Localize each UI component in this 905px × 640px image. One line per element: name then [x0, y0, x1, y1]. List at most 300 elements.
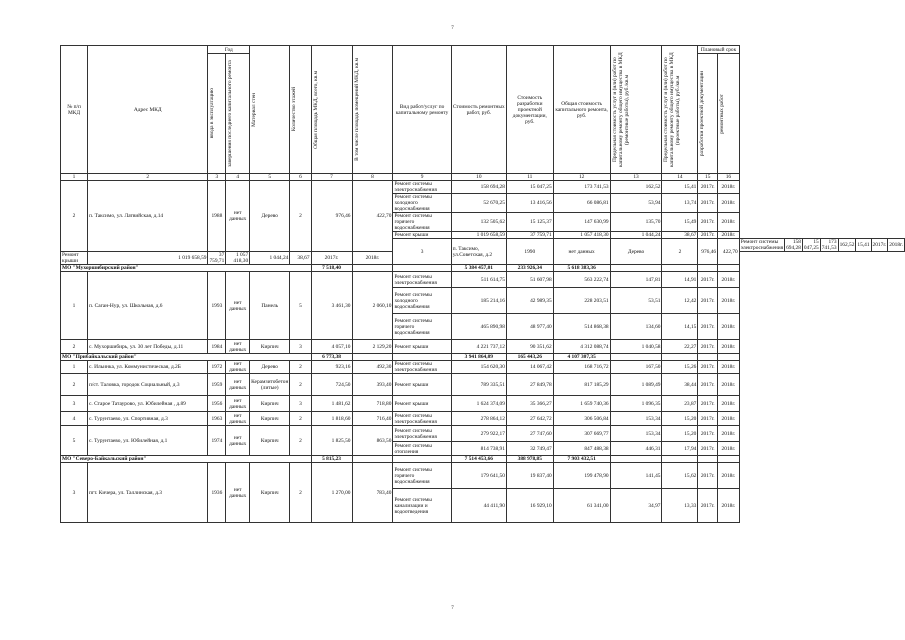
floor-count: 2 [662, 239, 698, 265]
subtotal-cost-works: 7 514 453,66 [451, 456, 506, 463]
empty-cell [393, 456, 451, 463]
term-works: 2018г. [352, 252, 393, 265]
term-works: 2018г. [718, 288, 740, 314]
term-design: 2017г. [698, 232, 718, 239]
work-type: Ремонт системы отопления [393, 442, 451, 456]
term-design: 2017г. [311, 252, 352, 265]
unit-cost-design: 17,94 [662, 442, 698, 456]
table-row [61, 272, 905, 288]
cost-works: 158 694,28 [786, 239, 801, 251]
cost-design: 27 849,78 [506, 374, 553, 396]
table-row [61, 463, 905, 489]
term-design: 2017г. [698, 213, 718, 232]
term-design: 2017г. [871, 239, 888, 252]
unit-cost-design: 13,33 [662, 489, 698, 523]
empty-cell [662, 354, 698, 361]
subtotal-cost-design: 388 978,85 [506, 456, 553, 463]
year-last-repair: нет данных [553, 239, 610, 265]
area-premises: 863,50 [352, 426, 393, 456]
empty-cell [393, 265, 451, 272]
empty-cell [698, 456, 718, 463]
header-unit-cost-design: Предельная стоимость услуг и (или) работ по капитальному ремонту общего имущества в МКД (проектные работы), руб./кв.м [663, 52, 682, 167]
term-design: 2017г. [698, 340, 718, 354]
year-last-repair: нет данных [226, 412, 250, 426]
building-address: п. Таксимо, ул. Латвийская, д.14 [88, 181, 208, 252]
floor-count: 2 [290, 426, 311, 456]
unit-cost-design: 12,42 [662, 288, 698, 314]
wall-material: Кирпич [250, 412, 290, 426]
area-premises: 2 060,10 [352, 272, 393, 340]
cost-total: 4 312 088,74 [553, 340, 610, 354]
cost-works: 44 411,90 [451, 489, 506, 523]
empty-cell [352, 265, 393, 272]
work-type: Ремонт системы электроснабжения [393, 412, 451, 426]
work-type: Ремонт системы горячего водоснабжения [393, 314, 451, 340]
cost-total: 847 488,38 [553, 442, 610, 456]
building-address: п. Саган-Нур, ул. Школьная, д.6 [88, 272, 208, 340]
column-number: 8 [352, 174, 393, 181]
unit-cost-works: 1 044,24 [250, 252, 290, 265]
unit-cost-works: 153,34 [610, 412, 662, 426]
table-row [61, 340, 905, 354]
area-total: 1 825,50 [311, 426, 352, 456]
term-works: 2018г. [718, 463, 740, 489]
column-number: 12 [553, 174, 610, 181]
term-design: 2017г. [698, 463, 718, 489]
column-number: 9 [393, 174, 451, 181]
term-works: 2018г. [718, 194, 740, 213]
header-floors: Количество этажей [291, 87, 298, 132]
building-address: п. Таксимо, ул.Советская, д.2 [451, 239, 506, 265]
unit-cost-design: 15,62 [662, 463, 698, 489]
unit-cost-works: 34,97 [610, 489, 662, 523]
subtotal-area: 5 815,23 [311, 456, 352, 463]
area-premises: 716,40 [352, 412, 393, 426]
empty-cell [698, 354, 718, 361]
term-design: 2017г. [698, 194, 718, 213]
cost-works: 279 922,17 [451, 426, 506, 442]
work-type: Ремонт системы холодного водоснабжения [393, 288, 451, 314]
term-works: 2018г. [718, 213, 740, 232]
term-works: 2018г. [718, 489, 740, 523]
column-number: 14 [662, 174, 698, 181]
header-no: № п/п МКД [61, 46, 88, 174]
cost-design: 13 416,56 [506, 194, 553, 213]
municipality-subtotal-row [61, 456, 905, 463]
cost-design: 27 747,60 [506, 426, 553, 442]
work-type: Ремонт системы горячего водоснабжения [393, 213, 451, 232]
empty-cell [610, 265, 662, 272]
work-type: Ремонт системы электроснабжения [393, 272, 451, 288]
unit-cost-works: 135,70 [610, 213, 662, 232]
cost-design: 15 125,37 [506, 213, 553, 232]
unit-cost-design: 22,27 [662, 340, 698, 354]
column-number: 2 [88, 174, 208, 181]
year-built: 1974 [208, 426, 226, 456]
area-total: 1 270,00 [311, 463, 352, 523]
term-works: 2018г. [718, 361, 740, 374]
work-type: Ремонт крыши [393, 340, 451, 354]
table-row [61, 396, 905, 412]
term-design: 2017г. [698, 374, 718, 396]
building-address: с. Турунтаево, ул. Спортивная, д.3 [88, 412, 208, 426]
cost-total: 66 086,81 [553, 194, 610, 213]
unit-cost-design: 38,44 [662, 374, 698, 396]
cost-total: 1 057 418,30 [226, 252, 250, 265]
header-area-premises: В том числе площадь помещений МКД, кв.м [353, 58, 360, 161]
header-year-built: ввода в эксплуатацию [209, 88, 216, 139]
unit-cost-design: 38,67 [662, 232, 698, 239]
subtotal-cost-total: 4 107 307,35 [553, 354, 610, 361]
building-address: пгт. Кичера, ул. Таллинская, д.3 [88, 463, 208, 523]
cost-total: 306 506,84 [553, 412, 610, 426]
table-body [61, 181, 905, 523]
cost-total: 173 741,53 [553, 181, 610, 194]
term-works: 2018г. [718, 426, 740, 442]
term-works: 2018г. [718, 181, 740, 194]
term-works: 2018г. [718, 232, 740, 239]
empty-cell [698, 265, 718, 272]
building-address: с. Ильинка, ул. Коммунистическая, д.2Б [88, 361, 208, 374]
floor-count: 5 [290, 272, 311, 340]
year-built: 1988 [208, 181, 226, 252]
area-premises: 783,40 [352, 463, 393, 523]
column-number: 5 [250, 174, 290, 181]
year-built: 1936 [208, 463, 226, 523]
area-total: 3 461,30 [311, 272, 352, 340]
table-row [61, 426, 905, 442]
cost-design: 19 837,40 [506, 463, 553, 489]
empty-cell [352, 456, 393, 463]
year-built: 1956 [208, 396, 226, 412]
work-type: Ремонт крыши [393, 374, 451, 396]
subtotal-area: 6 773,38 [311, 354, 352, 361]
unit-cost-works: 153,34 [610, 426, 662, 442]
capital-repair-table-sheet [60, 45, 905, 523]
cost-design: 37 759,71 [506, 232, 553, 239]
cost-works: 465 890,98 [451, 314, 506, 340]
unit-cost-works: 162,52 [610, 181, 662, 194]
term-works: 2018г. [888, 239, 905, 252]
column-number: 1 [61, 174, 88, 181]
municipality-subtotal-row [61, 265, 905, 272]
header-term-design: разработки проектной документации [699, 70, 706, 157]
cost-works: 52 670,25 [451, 194, 506, 213]
cost-works: 154 620,30 [451, 361, 506, 374]
unit-cost-design: 15,20 [662, 412, 698, 426]
header-work-type: Вид работ/услуг по капитальному ремонту [393, 46, 451, 174]
cost-design: 15 047,25 [803, 239, 819, 251]
area-premises: 718,80 [352, 396, 393, 412]
term-design: 2017г. [698, 426, 718, 442]
unit-cost-design: 14,15 [662, 314, 698, 340]
wall-material: Дерево [250, 361, 290, 374]
unit-cost-works: 1 044,24 [610, 232, 662, 239]
unit-cost-works: 1 040,58 [610, 340, 662, 354]
cost-works: 814 738,91 [451, 442, 506, 456]
year-last-repair: нет данных [226, 181, 250, 252]
year-built: 1990 [506, 239, 553, 265]
unit-cost-design: 14,91 [662, 272, 698, 288]
year-built: 1972 [208, 361, 226, 374]
column-number: 6 [290, 174, 311, 181]
subtotal-cost-total: 5 618 383,36 [553, 265, 610, 272]
area-total: 976,46 [698, 239, 718, 265]
work-type: Ремонт системы электроснабжения [393, 181, 451, 194]
cost-design: 14 067,42 [506, 361, 553, 374]
unit-cost-works: 53,51 [610, 288, 662, 314]
cost-works: 1 019 658,59 [451, 232, 506, 239]
building-address: с. Старое Татаурово, ул. Юбилейная , д.89 [88, 396, 208, 412]
wall-material: Керамзитобетон (литые) [250, 374, 290, 396]
cost-total: 147 630,99 [553, 213, 610, 232]
building-number: 2 [61, 374, 88, 396]
wall-material: Дерево [610, 239, 662, 265]
empty-cell [610, 456, 662, 463]
building-number: 3 [393, 239, 451, 265]
floor-count: 2 [290, 463, 311, 523]
unit-cost-works: 134,60 [610, 314, 662, 340]
building-address: с. Мухоршибирь, ул. 30 лет Победы, д.11 [88, 340, 208, 354]
unit-cost-design: 15,49 [662, 213, 698, 232]
term-works: 2018г. [718, 374, 740, 396]
building-address: с. Турунтаево, ул. Юбилейная, д.1 [88, 426, 208, 456]
year-last-repair: нет данных [226, 426, 250, 456]
header-area-total: Общая площадь МКД, всего, кв.м [312, 70, 319, 149]
year-built: 1984 [208, 340, 226, 354]
cost-total: 1 057 418,30 [553, 232, 610, 239]
unit-cost-works: 446,31 [610, 442, 662, 456]
wall-material: Дерево [250, 181, 290, 252]
term-design: 2017г. [698, 288, 718, 314]
term-works: 2018г. [718, 314, 740, 340]
cost-total: 228 203,51 [553, 288, 610, 314]
header-cost-works: Стоимость ремонтных работ, руб. [451, 46, 506, 174]
unit-cost-design: 15,26 [662, 361, 698, 374]
floor-count: 2 [290, 181, 311, 252]
area-premises: 2 129,20 [352, 340, 393, 354]
page-number-bottom: 7 [451, 606, 454, 611]
empty-cell [718, 354, 740, 361]
unit-cost-design: 38,67 [290, 252, 311, 265]
cost-works: 1 624 374,09 [451, 396, 506, 412]
year-last-repair: нет данных [226, 272, 250, 340]
page-number-top: 7 [451, 26, 454, 31]
table-row [61, 361, 905, 374]
area-premises: 393,40 [352, 374, 393, 396]
header-unit-cost-works: Предельная стоимость услуг и (или) работ по капитальному ремонту общего имущества в МКД (ремонтные работы), руб./кв.м [611, 52, 630, 167]
cost-total: 61 341,00 [553, 489, 610, 523]
cost-works: 158 694,28 [451, 181, 506, 194]
unit-cost-works: 1 096,35 [610, 396, 662, 412]
cost-total: 563 222,74 [553, 272, 610, 288]
cost-works: 132 505,62 [451, 213, 506, 232]
column-number: 3 [208, 174, 226, 181]
unit-cost-works: 147,81 [610, 272, 662, 288]
municipality-subtotal-row [61, 354, 905, 361]
cost-total: 1 659 740,36 [553, 396, 610, 412]
year-last-repair: нет данных [226, 374, 250, 396]
cost-design: 35 366,27 [506, 396, 553, 412]
header-address: Адрес МКД [88, 46, 208, 174]
subtotal-cost-design: 165 443,26 [506, 354, 553, 361]
table-row [61, 374, 905, 396]
column-number-row [61, 174, 905, 181]
work-type: Ремонт крыши [61, 252, 88, 265]
cost-total: 173 741,53 [821, 239, 837, 251]
term-works: 2018г. [718, 442, 740, 456]
municipality-name: МО "Прибайкальский район" [61, 354, 312, 361]
floor-count: 2 [290, 374, 311, 396]
subtotal-cost-works: 5 384 457,01 [451, 265, 506, 272]
unit-cost-design: 15,20 [662, 426, 698, 442]
building-number: 4 [61, 412, 88, 426]
cost-total: 307 669,77 [553, 426, 610, 442]
cost-design: 48 977,40 [506, 314, 553, 340]
cost-works: 278 864,12 [451, 412, 506, 426]
cost-total: 514 868,38 [553, 314, 610, 340]
cost-design: 51 607,98 [506, 272, 553, 288]
cost-total: 199 478,90 [553, 463, 610, 489]
cost-design: 37 759,71 [209, 252, 225, 264]
term-design: 2017г. [698, 412, 718, 426]
capital-repair-table [60, 45, 905, 523]
work-type: Ремонт крыши [393, 396, 451, 412]
unit-cost-works: 162,52 [838, 239, 856, 252]
term-design: 2017г. [698, 272, 718, 288]
building-number: 5 [61, 426, 88, 456]
empty-cell [352, 354, 393, 361]
building-number: 2 [61, 340, 88, 354]
wall-material: Кирпич [250, 340, 290, 354]
term-works: 2018г. [718, 340, 740, 354]
cost-total: 817 185,29 [553, 374, 610, 396]
work-type: Ремонт системы электроснабжения [393, 361, 451, 374]
cost-works: 185 214,16 [451, 288, 506, 314]
floor-count: 2 [290, 412, 311, 426]
building-number: 1 [61, 361, 88, 374]
municipality-name: МО "Северо-Байкальский район" [61, 456, 312, 463]
area-total: 1 818,60 [311, 412, 352, 426]
column-number: 11 [506, 174, 553, 181]
year-last-repair: нет данных [226, 463, 250, 523]
cost-design: 32 749,47 [506, 442, 553, 456]
year-built: 1959 [208, 374, 226, 396]
year-last-repair: нет данных [226, 340, 250, 354]
subtotal-area: 7 518,40 [311, 265, 352, 272]
area-total: 923,16 [311, 361, 352, 374]
unit-cost-design: 13,74 [662, 194, 698, 213]
column-number: 10 [451, 174, 506, 181]
cost-total: 168 716,72 [553, 361, 610, 374]
floor-count: 2 [290, 361, 311, 374]
term-design: 2017г. [698, 181, 718, 194]
term-design: 2017г. [698, 314, 718, 340]
area-total: 976,46 [311, 181, 352, 252]
building-number: 2 [61, 181, 88, 252]
cost-works: 179 641,50 [451, 463, 506, 489]
column-number: 4 [226, 174, 250, 181]
work-type: Ремонт системы электроснабжения [393, 426, 451, 442]
area-total: 4 057,10 [311, 340, 352, 354]
empty-cell [718, 265, 740, 272]
term-design: 2017г. [698, 442, 718, 456]
header-term-works: ремонтных работ [719, 93, 726, 134]
cost-design: 16 929,10 [506, 489, 553, 523]
building-number: 3 [61, 463, 88, 523]
empty-cell [662, 456, 698, 463]
work-type: Ремонт системы электроснабжения [740, 239, 784, 251]
floor-count: 3 [290, 396, 311, 412]
header-year-group: Год [208, 46, 250, 54]
cost-design: 15 047,25 [506, 181, 553, 194]
area-total: 1 481,62 [311, 396, 352, 412]
work-type: Ремонт системы холодного водоснабжения [393, 194, 451, 213]
header-cost-design: Стоимость разработки проектной документации, руб. [506, 46, 553, 174]
unit-cost-design: 15,41 [662, 181, 698, 194]
subtotal-cost-total: 7 903 432,51 [553, 456, 610, 463]
cost-design: 42 989,35 [506, 288, 553, 314]
unit-cost-works: 141,45 [610, 463, 662, 489]
unit-cost-works: 1 089,49 [610, 374, 662, 396]
cost-works: 511 614,75 [451, 272, 506, 288]
term-design: 2017г. [698, 489, 718, 523]
area-premises: 422,70 [718, 239, 740, 265]
work-type: Ремонт крыши [393, 232, 451, 239]
work-type: Ремонт системы горячего водоснабжения [393, 463, 451, 489]
cost-design: 90 351,62 [506, 340, 553, 354]
empty-cell [393, 354, 451, 361]
year-last-repair: нет данных [226, 361, 250, 374]
year-last-repair: нет данных [226, 396, 250, 412]
term-works: 2018г. [718, 396, 740, 412]
wall-material: Кирпич [250, 426, 290, 456]
subtotal-cost-design: 233 926,34 [506, 265, 553, 272]
building-number: 1 [61, 272, 88, 340]
header-term-group: Плановый срок [698, 46, 739, 54]
unit-cost-design: 15,41 [856, 239, 871, 252]
term-works: 2018г. [718, 412, 740, 426]
term-works: 2018г. [718, 272, 740, 288]
cost-works: 4 221 737,12 [451, 340, 506, 354]
term-design: 2017г. [698, 396, 718, 412]
year-built: 1963 [208, 412, 226, 426]
table-header [61, 46, 905, 181]
header-year-last-repair: завершения последнего капитального ремонта [227, 60, 234, 167]
building-number: 3 [61, 396, 88, 412]
header-wall-material: Материал стен [251, 92, 258, 127]
header-cost-total: Общая стоимость капитального ремонта, руб. [553, 46, 610, 174]
wall-material: Кирпич [250, 396, 290, 412]
area-premises: 492,30 [352, 361, 393, 374]
unit-cost-works: 167,50 [610, 361, 662, 374]
unit-cost-design: 23,87 [662, 396, 698, 412]
column-number: 13 [610, 174, 662, 181]
area-total: 724,50 [311, 374, 352, 396]
table-row [61, 412, 905, 426]
work-type: Ремонт системы канализации и водоотведения [393, 489, 451, 523]
cost-works: 1 019 658,59 [88, 252, 208, 265]
empty-cell [662, 265, 698, 272]
subtotal-cost-works: 3 941 864,09 [451, 354, 506, 361]
cost-works: 789 335,51 [451, 374, 506, 396]
column-number: 7 [311, 174, 352, 181]
column-number: 16 [718, 174, 740, 181]
year-built: 1993 [208, 272, 226, 340]
empty-cell [718, 456, 740, 463]
wall-material: Кирпич [250, 463, 290, 523]
term-design: 2017г. [698, 361, 718, 374]
